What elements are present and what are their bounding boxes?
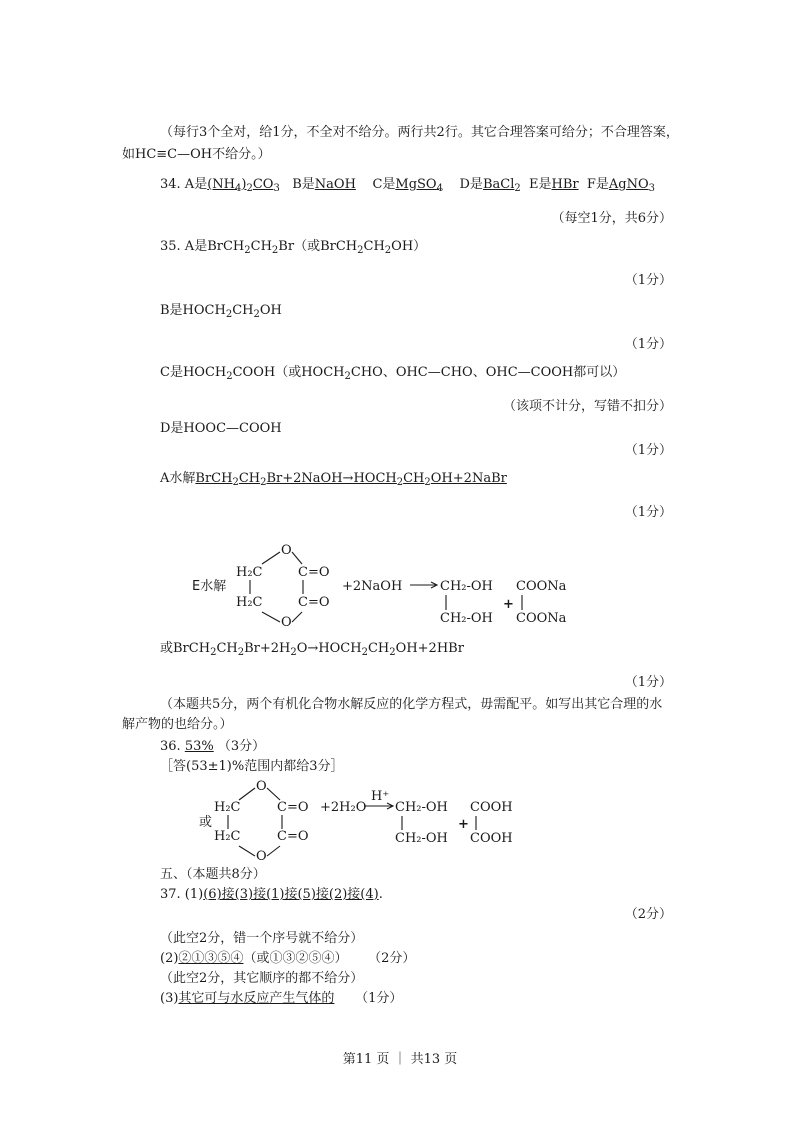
diagram2-h2c-top: H₂C	[214, 800, 241, 815]
bond	[267, 846, 280, 856]
bond	[267, 788, 280, 800]
diagram1-h2c-top: H₂C	[236, 565, 263, 580]
q34-b-formula: NaOH	[314, 177, 356, 192]
q35-d-answer: D是HOOC—COOH	[160, 421, 282, 436]
diagram2-prod1-bot: CH₂-OH	[395, 831, 448, 846]
bond	[292, 552, 302, 564]
note-scoring-line2: 如HC≡C—OH不给分。）	[122, 147, 271, 162]
q35-note-line1: （本题共5分，两个有机化合物水解反应的化学方程式，毋需配平。如写出其它合理的水	[160, 697, 663, 712]
q34-d-formula: BaCl$_2$	[482, 177, 521, 194]
q35-c-answer: C是$HOCH_2COOH$（或$HOCH_2CHO$、OHC—CHO、OHC—COOH都可以）	[160, 365, 626, 382]
q35-a-score: （1分）	[624, 273, 672, 288]
bond	[262, 612, 280, 622]
q36-answer: 36. 53% （3分）	[160, 739, 266, 754]
diagram2-c-o-bot: C=O	[277, 829, 309, 844]
diagram1-reagent: +2NaOH	[342, 579, 403, 594]
q37-2-sequence: ②①③⑤④	[178, 951, 244, 966]
q35-note-line2: 解产物的也给分。）	[122, 717, 233, 732]
diagram1-prod1-bot: CH₂-OH	[440, 611, 493, 626]
q35-hydrolysis-a: A水解$BrCH_2CH_2Br+2NaOH\to HOCH_2CH_2OH+2NaBr$	[160, 471, 507, 488]
q35-b-score: （1分）	[624, 337, 672, 352]
diagram1-prod2-bot: COONa	[516, 611, 567, 626]
q35-alt-score: （1分）	[624, 675, 672, 690]
diagram1-c-o-bot: C=O	[298, 595, 330, 610]
diagram2-h2c-bot: H₂C	[214, 829, 241, 844]
bond	[262, 552, 280, 564]
diagram1-label: E水解	[192, 579, 227, 594]
q37-1-score: （2分）	[624, 907, 672, 922]
q34-e-formula: HBr	[551, 177, 579, 192]
q35-hydrolysis-equation: $BrCH_2CH_2Br+2NaOH\to HOCH_2CH_2OH+2NaBr$	[195, 471, 507, 488]
bond	[239, 788, 255, 800]
q37-2-answer: (2)②①③⑤④（或①③②⑤④） （2分）	[160, 951, 416, 966]
q34-label: 34. A是	[160, 177, 208, 192]
bond	[239, 846, 255, 856]
q37-1-sequence: (6)接(3)接(1)接(5)接(2)接(4)	[203, 887, 379, 902]
diagram2-prod1-top: CH₂-OH	[395, 800, 448, 815]
q35-hydrolysis-score: （1分）	[624, 505, 672, 520]
diagram2-reagent: +2H₂O	[320, 800, 367, 815]
diagram2-prod2-top: COOH	[470, 800, 513, 815]
q34-answer-line: 34. A是$(NH_4)_2CO_3$ B是NaOH C是MgSO$_4$ D是BaCl$_2$ E是HBr F是AgNO$_3$	[160, 177, 656, 194]
diagram2-label: 或	[199, 815, 213, 830]
q36-range: ［答(53±1)%范围内都给3分］	[160, 759, 344, 774]
q35-c-score: （该项不计分，写错不扣分）	[502, 399, 672, 414]
note-scoring-line1: （每行3个全对，给1分，不全对不给分。两行共2行。其它合理答案可给分；不合理答案，	[160, 125, 679, 140]
q37-3-answer: (3)其它可与水反应产生气体的 （1分）	[160, 991, 403, 1006]
q36-value: 53%	[184, 739, 214, 754]
q35-a-answer: 35. A是$BrCH_2CH_2Br$（或$BrCH_2CH_2OH$）	[160, 239, 427, 256]
q37-note2: （此空2分，其它顺序的都不给分）	[160, 971, 364, 986]
diagram2-c-o-top: C=O	[277, 800, 309, 815]
q35-b-answer: B是$HOCH_2CH_2OH$	[160, 303, 282, 320]
diagram1-prod1-top: CH₂-OH	[440, 579, 493, 594]
q37-1-answer: 37. (1)(6)接(3)接(1)接(5)接(2)接(4).	[160, 887, 383, 902]
diagram2-catalyst: H⁺	[371, 789, 390, 804]
diagram2-o-top: O	[256, 779, 267, 794]
q37-3-text: 其它可与水反应产生气体的	[178, 991, 335, 1006]
diagram2-o-bot: O	[256, 849, 267, 864]
diagram1-c-o-top: C=O	[298, 565, 330, 580]
diagram1-o-top: O	[281, 543, 292, 558]
diagram1-plus: +	[503, 597, 514, 612]
q37-note1: （此空2分，错一个序号就不给分）	[160, 931, 364, 946]
diagram2-prod2-bot: COOH	[470, 831, 513, 846]
q34-a-formula: $(NH_4)_2CO_3$	[207, 177, 280, 194]
q34-score: （每空1分，共6分）	[551, 211, 672, 226]
diagram1-o-bot: O	[281, 615, 292, 630]
section-five-title: 五、（本题共8分）	[160, 867, 266, 882]
q35-d-score: （1分）	[624, 443, 672, 458]
q34-c-formula: MgSO$_4$	[395, 177, 443, 194]
diagram1-h2c-bot: H₂C	[236, 595, 263, 610]
q34-f-formula: AgNO$_3$	[608, 177, 656, 194]
bond	[292, 612, 302, 622]
diagram1-prod2-top: COONa	[516, 579, 567, 594]
q35-alt-equation: 或$BrCH_2CH_2Br+2H_2O\to HOCH_2CH_2OH+2HBr$	[160, 641, 464, 658]
page-footer: 第11 页 ｜ 共13 页	[342, 1052, 458, 1067]
diagram2-plus: +	[458, 817, 469, 832]
